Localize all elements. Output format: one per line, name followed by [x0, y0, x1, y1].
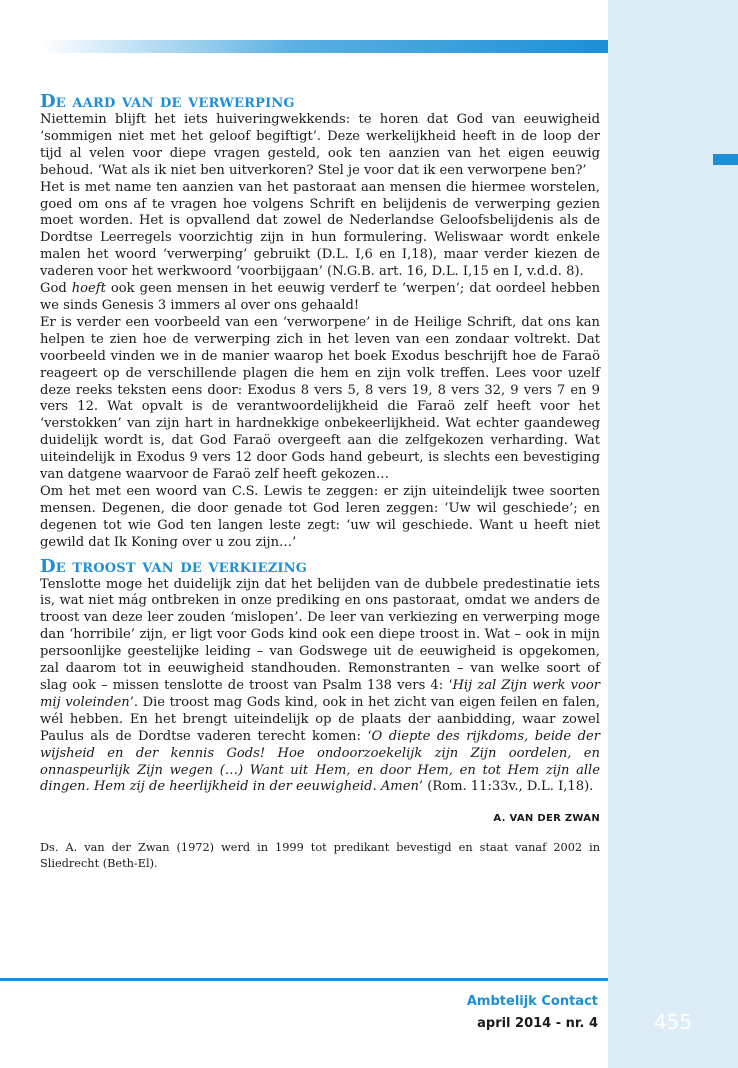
- section-heading-verwerping: De aard van de verwerping: [40, 91, 295, 112]
- paragraph: Er is verder een voorbeeld van een ‘verworpene’ in de Heilige Schrift, dat ons kan helpen te zien hoe de verwerping zich in het leven van een zondaar voltrekt. Dat voorbeeld vinden we in de manier waarop het boek Exodus beschrijft hoe de Faraö reageert op de verschillende plagen die hem en zijn volk treffen. Lees voor uzelf deze reeks teksten eens door: Exodus 8 vers 5, 8 vers 19, 8 vers 32, 9 vers 7 en 9 vers 12. Wat opvalt is de verantwoordelijkheid die Faraö zelf heeft voor het ‘verstokken’ van zijn hart in hardnekkige onbekeerlijkheid. Wat echter gaandeweg duidelijk wordt is, dat God Faraö overgeeft aan die zelfgekozen verharding. Wat uiteindelijk in Exodus 9 vers 12 door Gods hand gebeurt, is slechts een bevestiging van datgene waarvoor de Faraö zelf heeft gekozen…: [40, 314, 600, 483]
- author-name: A. VAN DER ZWAN: [493, 813, 600, 825]
- author-bio: Ds. A. van der Zwan (1972) werd in 1999 tot predikant bevestigd en staat vanaf 2002 in Sliedrecht (Beth-El).: [40, 841, 600, 871]
- top-gradient-bar: [40, 40, 608, 53]
- paragraph: Het is met name ten aanzien van het pastoraat aan mensen die hiermee worstelen, goed om ons af te vragen hoe volgens Schrift en belijdenis de verwerping gezien moet worden. Het is opvallend dat zowel de Nederlandse Geloofsbelijdenis als de Dordtse Leerregels voorzichtig zijn in hun formulering. Weliswaar wordt enkele malen het woord ‘verwerping’ gebruikt (D.L. I,6 en I,18), maar verder kiezen de vaderen voor het werkwoord ‘voorbijgaan’ (N.G.B. art. 16, D.L. I,15 en I, v.d.d. 8).: [40, 179, 600, 280]
- paragraph-troost: Tenslotte moge het duidelijk zijn dat het belijden van de dubbele predestinatie iets is, wat niet mág ontbreken in onze prediking en ons pastoraat, omdat we anders de troost van deze leer zouden ‘mislopen’. De leer van verkiezing en verwerping moge dan ‘horribile’ zijn, er ligt voor Gods kind ook een diepe troost in. Wat – ook in mijn persoonlijke geestelijke leiding – van Godswege uit de eeuwigheid is opgekomen, zal daarom tot in eeuwigheid standhouden. Remonstranten – van welke soort of slag ook – missen tenslotte de troost van Psalm 138 vers 4: ‘Hij zal Zijn werk voor mij voleinden’. Die troost mag Gods kind, ook in het zicht van eigen feilen en falen, wél hebben. En het brengt uiteindelijk op de plaats der aanbidding, waar zowel Paulus als de Dordtse vaderen terecht komen: ‘O diepte des rijkdoms, beide der wijsheid en der kennis Gods! Hoe ondoorzoekelijk zijn Zijn oordelen, en onnaspeurlijk Zijn wegen (…) Want uit Hem, en door Hem, en tot Hem zijn alle dingen. Hem zij de heerlijkheid in der eeuwigheid. Amen’ (Rom. 11:33v., D.L. I,18).: [40, 576, 601, 795]
- paragraph: Om het met een woord van C.S. Lewis te zeggen: er zijn uiteindelijk twee soorten mensen. Degenen, die door genade tot God leren zeggen: ‘Uw wil geschiede’; en degenen tot wie God ten langen leste zegt: ‘uw wil geschiede. Want u heeft niet gewild dat Ik Koning over u zou zijn…’: [40, 483, 600, 550]
- article-body: [40, 92, 600, 872]
- paragraph: Niettemin blijft het iets huiveringwekkends: te horen dat God van eeuwigheid ‘sommigen niet met het geloof begiftigt’. Deze werkelijkheid heeft in de loop der tijd al velen voor diepe vragen gesteld, ook ten aanzien van het eigen eeuwig behoud. ‘Wat als ik niet ben uitverkoren? Stel je voor dat ik een verworpene ben?’: [40, 112, 600, 178]
- paragraph-god-hoeft: God hoeft ook geen mensen in het eeuwig verderf te ‘werpen’; dat oordeel hebben we sinds Genesis 3 immers al over ons gehaald!: [40, 281, 600, 313]
- emphasis-hoeft: hoeft: [71, 281, 106, 297]
- quote-romans: O diepte des rijkdoms, beide der wijsheid en der kennis Gods! Hoe ondoorzoekelijk zijn Zijn oordelen, en onnaspeurlijk Zijn wegen (…) Want uit Hem, en door Hem, en tot Hem zijn alle dingen. Hem zij de heerlijkheid in der eeuwigheid. Amen: [40, 728, 601, 795]
- quote-psalm: Hij zal Zijn werk voor mij voleinden: [40, 678, 600, 710]
- page-number: 455: [653, 1010, 693, 1034]
- magazine-title: Ambtelijk Contact: [466, 994, 598, 1009]
- section-heading-verkiezing: De troost van de verkiezing: [40, 555, 308, 577]
- footer-divider: [0, 978, 608, 981]
- issue-label: april 2014 - nr. 4: [477, 1016, 598, 1031]
- side-tab-marker: [713, 154, 738, 165]
